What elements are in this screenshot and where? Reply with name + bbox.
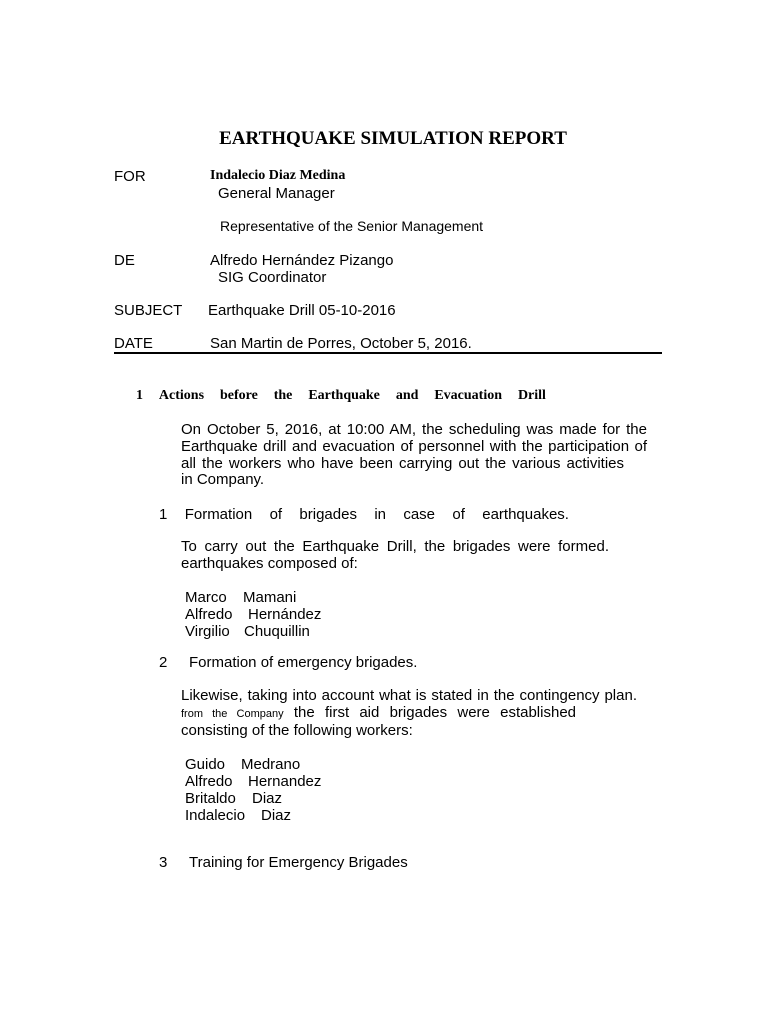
list-item: Britaldo Diaz — [185, 790, 283, 807]
list-item: Virgilio Chuquillin — [185, 623, 310, 640]
header-divider — [114, 352, 662, 354]
item-1-number: 1 — [159, 506, 168, 523]
paragraph-line: from the Company the first aid brigades were established — [181, 703, 576, 721]
heading-word: Drill — [517, 388, 546, 403]
intro-paragraph — [181, 422, 647, 489]
list-item: Indalecio Diaz — [185, 807, 292, 824]
section-1-number: 1 — [136, 388, 143, 403]
item-1-name-list — [185, 589, 321, 640]
paragraph-line: earthquakes composed of: — [181, 554, 358, 572]
item-word: in — [374, 506, 386, 523]
paragraph-line: in Company. — [181, 471, 265, 489]
item-2-name-list — [185, 756, 321, 824]
item-2-paragraph — [181, 688, 637, 739]
de-label: DE — [114, 252, 135, 269]
report-title: EARTHQUAKE SIMULATION REPORT — [219, 128, 567, 149]
item-word: case — [403, 506, 436, 523]
heading-word: Evacuation — [434, 388, 503, 403]
item-3-number: 3 — [159, 854, 168, 871]
item-2-title: 2 Formation of emergency brigades. — [159, 654, 418, 671]
for-role-secondary: Representative of the Senior Management — [220, 218, 484, 234]
heading-word: the — [273, 388, 293, 403]
item-1-title — [159, 506, 569, 523]
paragraph-line: all the workers who have been carrying out the various activities — [181, 454, 624, 472]
for-label: FOR — [114, 168, 146, 185]
list-item: Guido Medrano — [185, 756, 301, 773]
subject-value: Earthquake Drill 05-10-2016 — [208, 302, 396, 319]
heading-word: before — [219, 388, 258, 403]
paragraph-line: Earthquake drill and evacuation of personnel with the participation of — [181, 437, 647, 455]
list-item: Alfredo Hernández — [185, 606, 322, 623]
item-word: of — [269, 506, 283, 523]
de-role: SIG Coordinator — [218, 269, 327, 286]
item-word: of — [452, 506, 465, 523]
heading-word: and — [395, 388, 419, 403]
list-item: Alfredo Hernandez — [185, 773, 322, 790]
de-name: Alfredo Hernández Pizango — [210, 252, 394, 269]
item-3-title: 3 Training for Emergency Brigades — [159, 854, 408, 871]
date-value: San Martin de Porres, October 5, 2016. — [210, 335, 472, 352]
paragraph-line: Likewise, taking into account what is stated in the contingency plan. — [181, 687, 637, 704]
item-word: Formation — [184, 506, 253, 523]
subject-label: SUBJECT — [114, 302, 183, 319]
date-label: DATE — [114, 335, 153, 352]
paragraph-line: consisting of the following workers: — [181, 721, 413, 739]
heading-word: Actions — [158, 388, 205, 403]
for-name: Indalecio Diaz Medina — [210, 168, 346, 183]
item-word: earthquakes. — [482, 506, 569, 523]
item-1-paragraph — [181, 539, 609, 573]
section-1-heading — [136, 388, 546, 404]
item-2-number: 2 — [159, 654, 168, 671]
heading-word: Earthquake — [308, 388, 380, 403]
for-role: General Manager — [218, 185, 335, 202]
item-word: brigades — [299, 506, 357, 523]
paragraph-line: To carry out the Earthquake Drill, the brigades were formed. — [181, 538, 609, 555]
list-item: Marco Mamani — [185, 589, 297, 606]
paragraph-line: On October 5, 2016, at 10:00 AM, the scheduling was made for the — [181, 421, 647, 438]
